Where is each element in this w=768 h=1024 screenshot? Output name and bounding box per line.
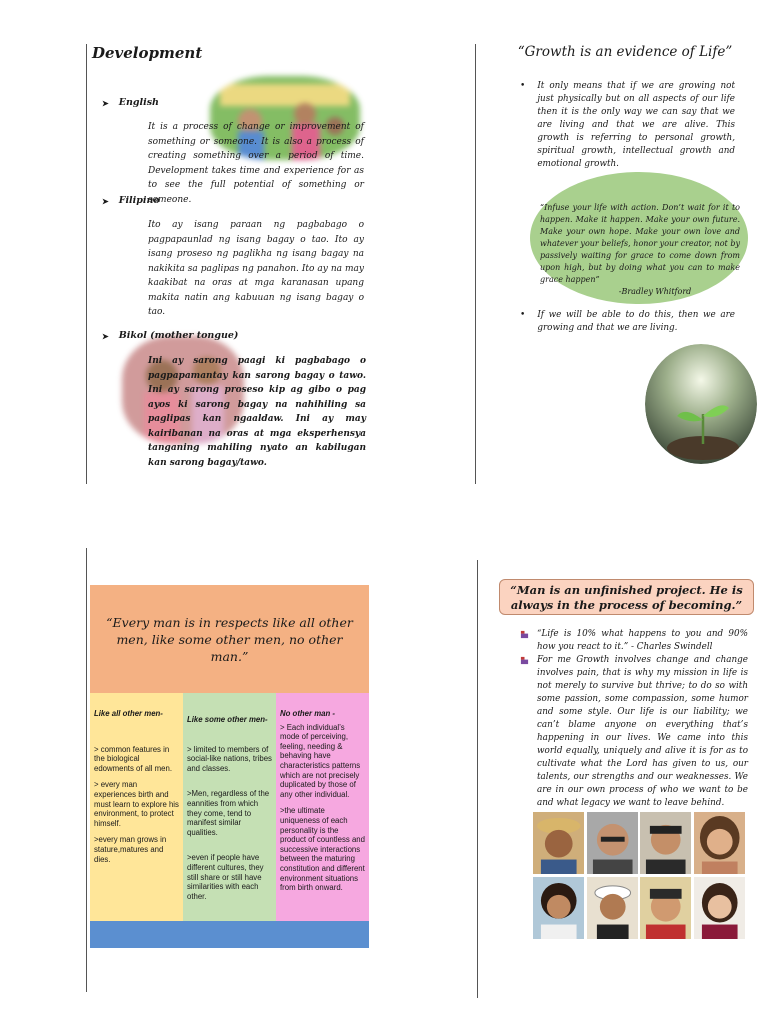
filipino-heading — [102, 195, 160, 206]
arrow-bullet-icon: ➤ — [102, 330, 109, 341]
whitford-quote — [540, 202, 740, 298]
swindell-quote-text: “Life is 10% what happens to you and 90% how you react to it.” - Charles Swindell — [537, 629, 748, 652]
inspirational-people-collage — [533, 812, 745, 940]
whitford-quote-text: “Infuse your life with action. Don’t wait for it to happen. Make it happen. Make your own future. Make your own hope. Make your own love and whatever your beliefs, honor your creator, not by passively waiting for grace to come down from upon high, but by doing what you can to make grace happen” — [540, 203, 740, 284]
bullet-dot-icon: • — [520, 310, 526, 320]
col-like-some-men — [183, 693, 276, 921]
filipino-label: Filipino — [118, 195, 160, 206]
col3-item: >the ultimate uniqueness of each personality is the product of countless and successive interactions between the maturing constitution and different environment situations from birth onward. — [280, 806, 365, 893]
page3-left-border — [86, 548, 87, 992]
col3-title: No other man - — [280, 709, 336, 718]
col1-item: > common features in the biological edowments of all men. — [94, 744, 173, 773]
portrait-photo — [533, 812, 584, 874]
diamond-bullet-icon — [520, 656, 529, 665]
diamond-bullet-icon — [520, 630, 529, 639]
col-no-other-man — [276, 693, 369, 921]
development-title: Development — [92, 44, 203, 62]
english-label: English — [118, 97, 159, 108]
seedling-photo — [645, 344, 757, 464]
table-footer-bar — [90, 921, 369, 948]
portrait-photo — [640, 877, 691, 939]
portrait-photo — [694, 877, 745, 939]
growth-mission-item — [520, 654, 748, 810]
swindell-quote-item — [520, 628, 748, 654]
col1-item: > every man experiences birth and must learn to explore his environment, to protect himself. — [94, 780, 179, 828]
growth-bullet-2 — [520, 309, 735, 335]
portrait-photo — [587, 812, 638, 874]
col2-title: Like some other men- — [187, 715, 268, 724]
col3-item: > Each individual’s mode of perceiving, feeling, needing & behaving have characteristics patterns which are not precisely duplicated by those of any other individual. — [280, 722, 361, 799]
english-paragraph: It is a process of change or improvement of something or someone. It is also a process of creating something over a period of time. Development takes time and experience for as to see the full potential of something or someone. — [148, 122, 364, 205]
arrow-bullet-icon: ➤ — [102, 97, 109, 108]
man-comparison-table — [90, 585, 369, 948]
whitford-quote-author: -Bradley Whitford — [618, 287, 692, 296]
table-header-quote: “Every man is in respects like all other men, like some other men, no other man.” — [106, 614, 353, 664]
portrait-photo — [694, 812, 745, 874]
col2-item: >Men, regardless of the eannities from which they come, tend to manifest similar qualities. — [187, 789, 270, 837]
growth-bullet-1 — [520, 80, 735, 171]
portrait-photo — [640, 812, 691, 874]
filipino-paragraph: Ito ay isang paraan ng pagbabago o pagpapaunlad ng isang bagay o tao. Ito ay isang proseso ng paglikha ng isang bagay na nakikita sa paglipas ng panahon. Ito ay na may kaakibat na oras at mga karanasan upang makita natin ang kabuuan ng isang bagay o tao. — [148, 220, 364, 317]
growth-quote-title: “Growth is an evidence of Life” — [517, 44, 733, 60]
col2-item: >even if people have different cultures, they still share or still have similarities with each other. — [187, 853, 264, 901]
growth-bullet-2-text: If we will be able to do this, then we are growing and that we are living. — [537, 310, 735, 333]
english-heading — [102, 97, 159, 108]
bikol-paragraph: Ini ay sarong paagi ki pagbabago o pagpapamantay kan sarong bagay o tawo. Ini ay sarong proseso kip ag gibo o pag ayos ki sarong bagay na nahihiling sa paglipas kan ngaaldaw. Ini ay may kairibanan na oras at mga eksperhensya tanganing mahiling nyato an kabilugan kan sarong bagay/tawo. — [148, 356, 366, 468]
unfinished-project-title: “Man is an unfinished project. He is always in the process of becoming.” — [499, 579, 754, 615]
portrait-photo — [587, 877, 638, 939]
page4-left-border — [477, 560, 478, 998]
arrow-bullet-icon: ➤ — [102, 195, 109, 206]
growth-bullet-1-text: It only means that if we are growing not just physically but on all aspects of our life then it is the only way we can say that we are living and that we are alive. This growth is referring to personal growth, spiritual growth, intellectual growth and emotional growth. — [537, 81, 735, 169]
page2-left-border — [475, 44, 476, 484]
col1-title: Like all other men- — [94, 709, 163, 718]
col2-item: > limited to members of social-like nations, tribes and classes. — [187, 744, 272, 773]
bikol-heading — [102, 330, 238, 341]
portrait-photo — [533, 877, 584, 939]
table-header-box — [90, 585, 369, 693]
page1-left-border — [86, 44, 87, 484]
bullet-dot-icon: • — [520, 81, 526, 91]
col-like-all-men — [90, 693, 183, 921]
growth-mission-text: For me Growth involves change and change involves pain, that is why my mission in life is not merely to survive but thrive; to do so with some passion, some compassion, some humor and some style. Our life is our liability; we can’t blame anyone on everything that’s happening in our lives. We came into this world equally, uniquely and alive it is for as to cultivate what the Lord has given to us, our talents, our strengths and our weaknesses. We are in our own process of who we want to be and what legacy we want to leave behind. — [537, 655, 748, 808]
col1-item: >every man grows in stature,matures and dies. — [94, 835, 167, 864]
bikol-label: Bikol (mother tongue) — [118, 330, 239, 341]
